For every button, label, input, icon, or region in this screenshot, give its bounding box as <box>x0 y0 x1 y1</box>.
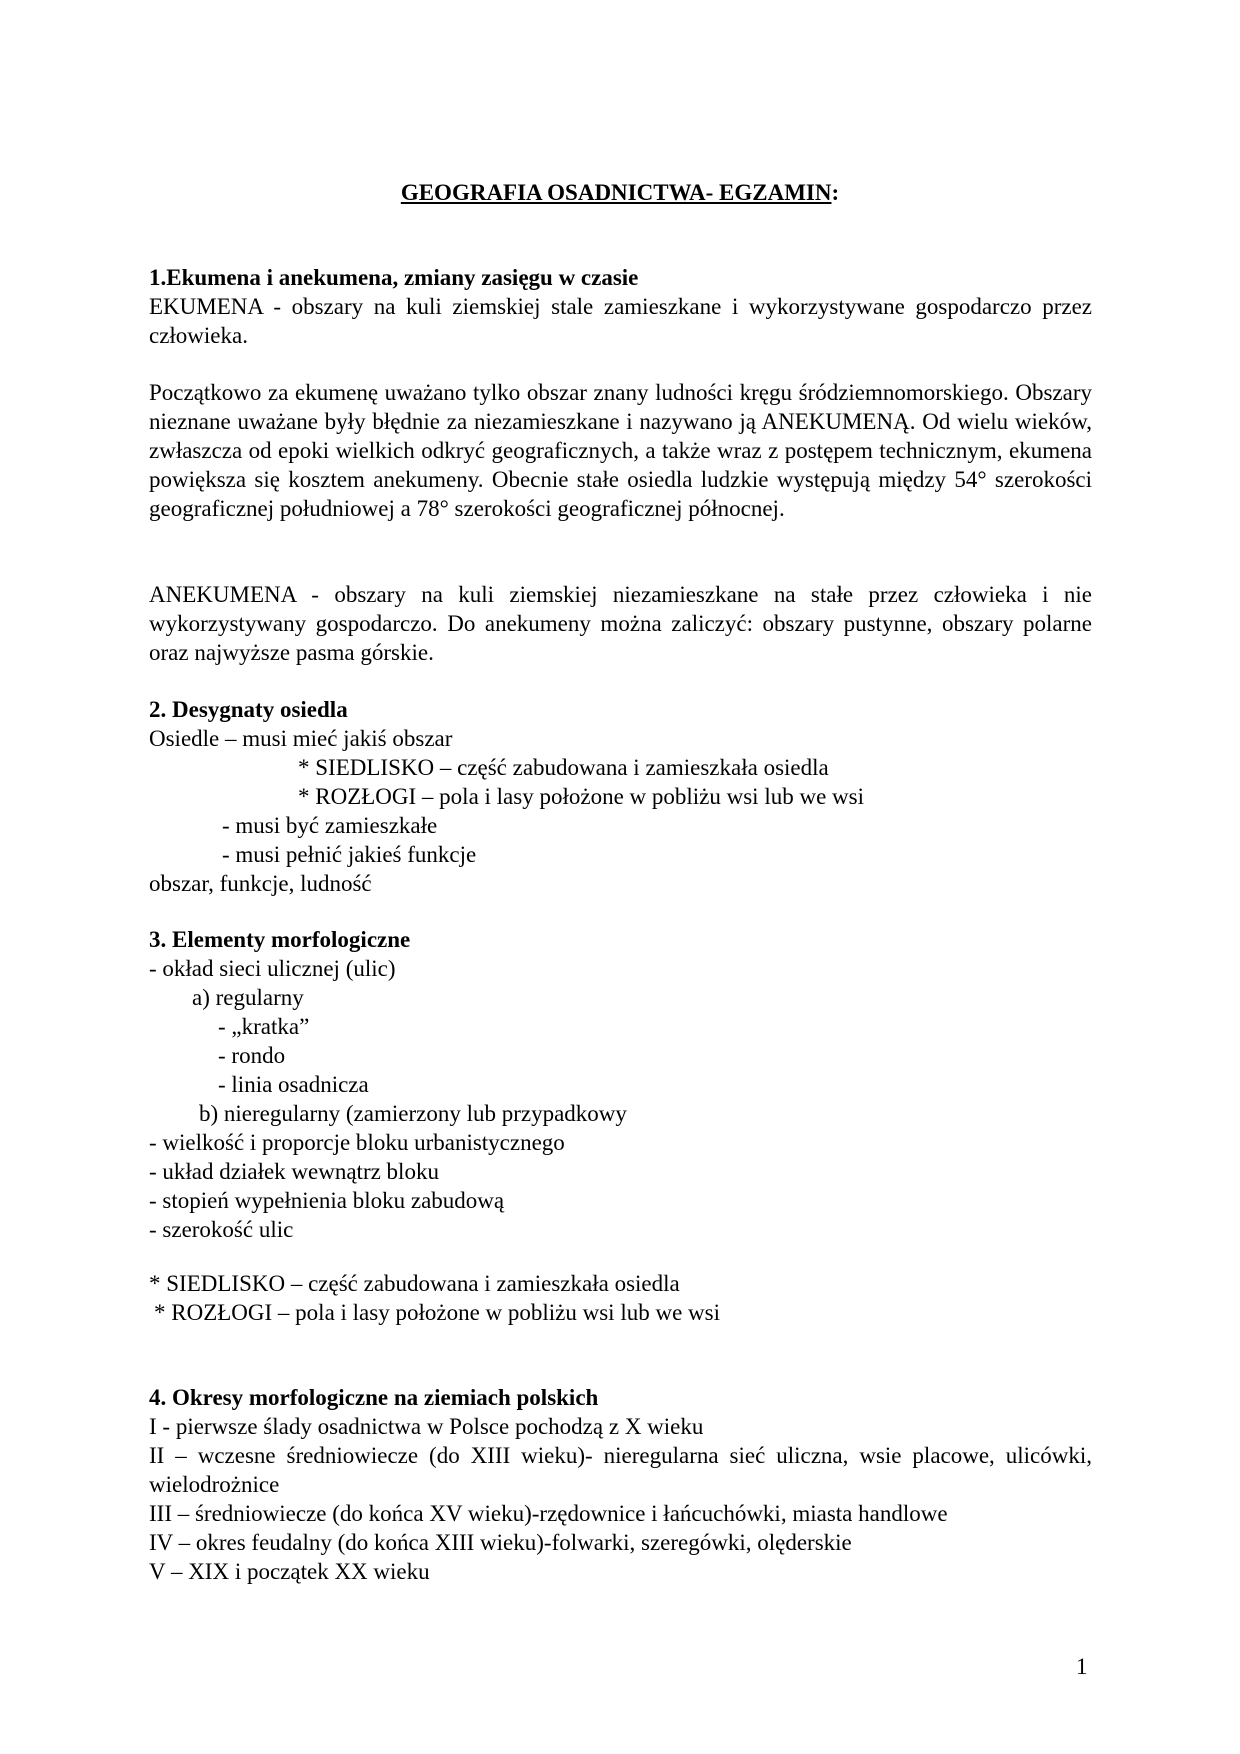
anekumena-definition: ANEKUMENA - obszary na kuli ziemskiej niezamieszkane na stałe przez człowieka i nie wykorzystywany gospodarczo. Do anekumeny można zaliczyć: obszary pustynne, obszary polarne oraz najwyższe pasma górskie. <box>149 582 1092 665</box>
list-item: - „kratka” <box>218 1014 310 1039</box>
list-item: I - pierwsze ślady osadnictwa w Polsce pochodzą z X wieku <box>149 1414 704 1439</box>
list-item: b) nieregularny (zamierzony lub przypadkowy <box>199 1101 627 1126</box>
note-item: * ROZŁOGI – pola i lasy położone w pobliżu wsi lub we wsi <box>154 1300 720 1325</box>
list-item: * ROZŁOGI – pola i lasy położone w pobliżu wsi lub we wsi <box>298 784 864 809</box>
ekumena-history: Początkowo za ekumenę uważano tylko obszar znany ludności kręgu śródziemnomorskiego. Obszary nieznane uważane były błędnie za niezamieszkane i nazywano ją ANEKUMENĄ. Od wielu wieków, zwłaszcza od epoki wielkich odkryć geograficznych, a także wraz z postępem technicznym, ekumena powiększa się kosztem anekumeny. Obecnie stałe osiedla ludzkie występują między 54° szerokości geograficznej południowej a 78° szerokości geograficznej północnej. <box>149 380 1092 521</box>
section-2-heading: 2. Desygnaty osiedla <box>149 697 348 722</box>
list-item: - stopień wypełnienia bloku zabudową <box>149 1188 505 1213</box>
list-item: III – średniowiecze (do końca XV wieku)-rzędownice i łańcuchówki, miasta handlowe <box>149 1501 948 1526</box>
list-item: a) regularny <box>192 985 304 1010</box>
section-3-heading: 3. Elementy morfologiczne <box>149 927 411 952</box>
document-title <box>0 178 1240 207</box>
title-colon: : <box>831 180 840 205</box>
list-item: Osiedle – musi mieć jakiś obszar <box>149 726 453 751</box>
note-item: * SIEDLISKO – część zabudowana i zamieszkała osiedla <box>149 1271 680 1296</box>
list-item: - musi być zamieszkałe <box>222 813 438 838</box>
list-item: * SIEDLISKO – część zabudowana i zamieszkała osiedla <box>298 755 829 780</box>
title-text: GEOGRAFIA OSADNICTWA- EGZAMIN <box>400 180 832 205</box>
list-item: - rondo <box>218 1043 286 1068</box>
list-item: V – XIX i początek XX wieku <box>149 1559 430 1584</box>
section-4-heading: 4. Okresy morfologiczne na ziemiach polskich <box>149 1385 599 1410</box>
list-item: - wielkość i proporcje bloku urbanistycznego <box>149 1130 565 1155</box>
section-1-heading: 1.Ekumena i anekumena, zmiany zasięgu w czasie <box>149 265 639 290</box>
list-item: - szerokość ulic <box>149 1217 294 1242</box>
list-item: - linia osadnicza <box>218 1072 369 1097</box>
list-item: - okład sieci ulicznej (ulic) <box>149 956 396 981</box>
list-item: - układ działek wewnątrz bloku <box>149 1159 439 1184</box>
list-item: II – wczesne średniowiecze (do XIII wieku)- nieregularna sieć uliczna, wsie placowe, ulicówki, wielodrożnice <box>149 1443 1092 1497</box>
list-item: obszar, funkcje, ludność <box>149 871 372 896</box>
list-item: IV – okres feudalny (do końca XIII wieku)-folwarki, szeregówki, olęderskie <box>149 1530 852 1555</box>
list-item: - musi pełnić jakieś funkcje <box>222 842 477 867</box>
page-number: 1 <box>1076 1654 1088 1679</box>
ekumena-definition: EKUMENA - obszary na kuli ziemskiej stale zamieszkane i wykorzystywane gospodarczo przez człowieka. <box>149 294 1092 348</box>
